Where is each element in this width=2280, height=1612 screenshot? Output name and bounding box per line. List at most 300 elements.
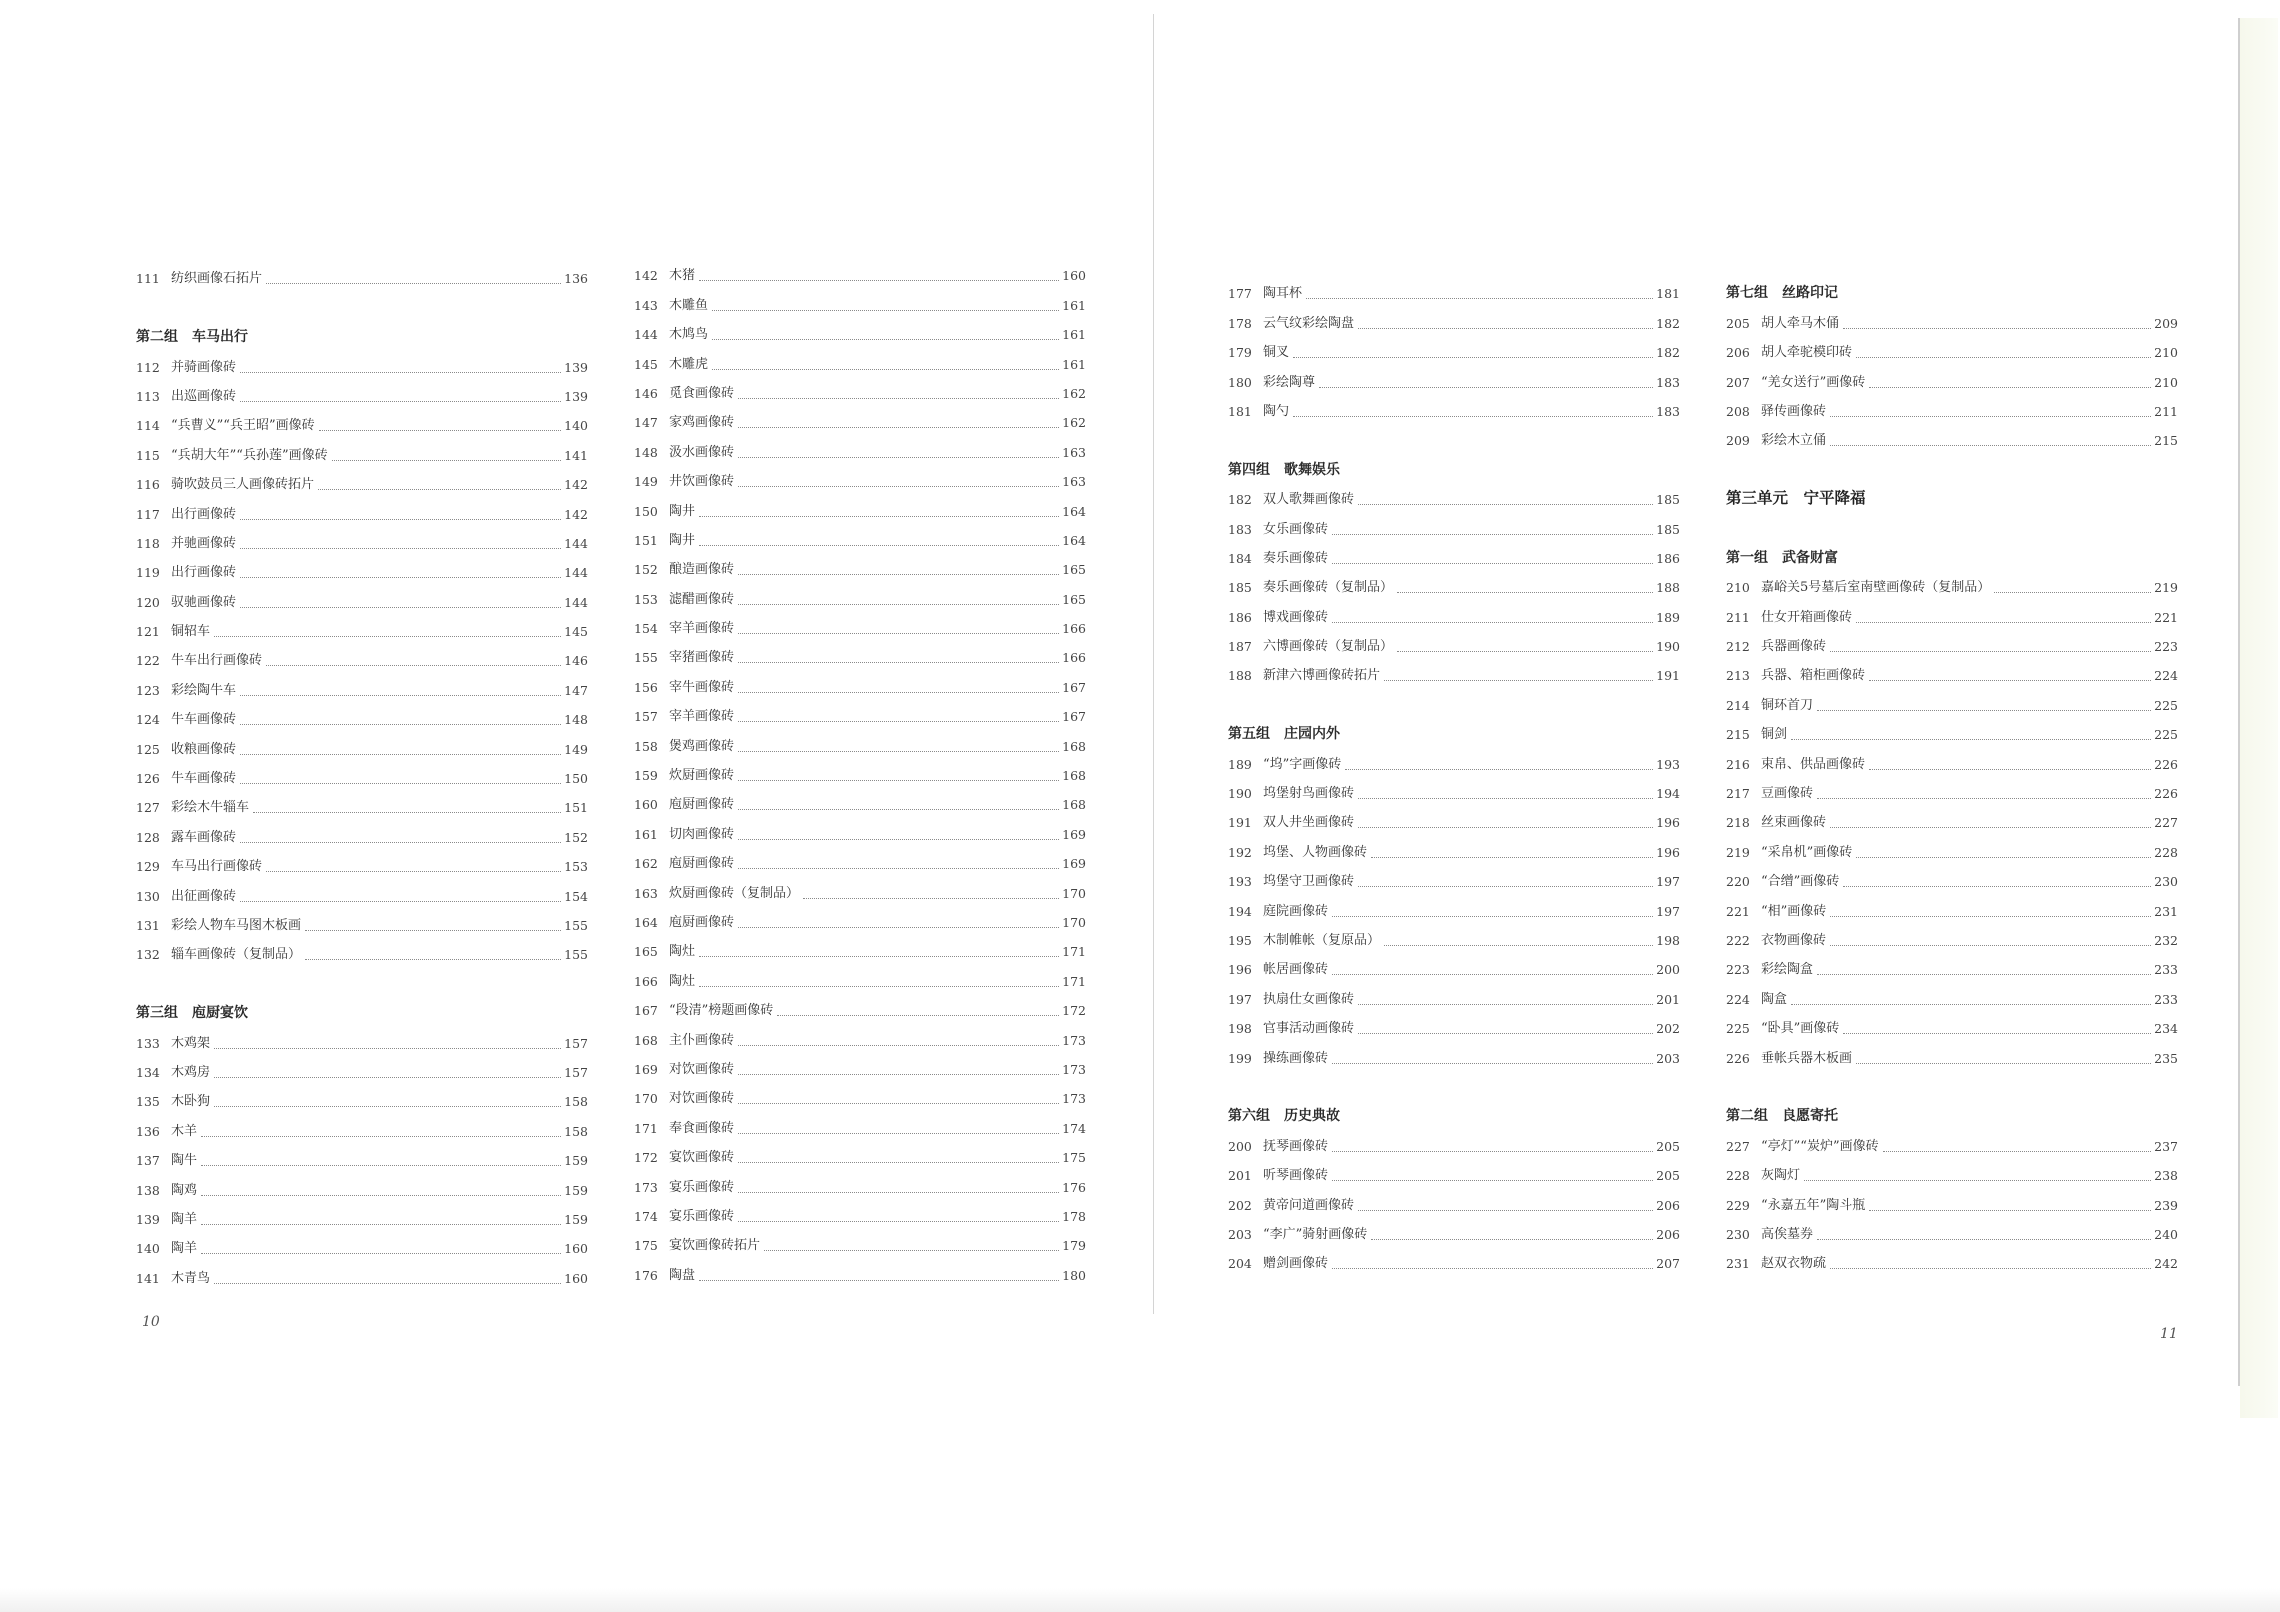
toc-entry	[136, 699, 588, 728]
toc-entry	[634, 402, 1086, 431]
entry-number: 176	[634, 1267, 658, 1283]
group-heading: 第五组 庄园内外	[1228, 726, 1340, 743]
dot-leader	[738, 927, 1059, 928]
entry-page: 197	[1656, 874, 1680, 890]
entry-number: 166	[634, 973, 658, 989]
entry-page: 206	[1656, 1226, 1680, 1242]
group-heading: 第六组 历史典故	[1228, 1108, 1340, 1125]
entry-page: 166	[1062, 650, 1086, 666]
dot-leader	[738, 1221, 1059, 1222]
toc-entry	[136, 787, 588, 816]
entry-page: 207	[1656, 1256, 1680, 1272]
dot-leader	[1332, 563, 1653, 564]
entry-page: 150	[564, 771, 588, 787]
entry-title: 铜轺车	[171, 624, 211, 640]
entry-title: 收粮画像砖	[171, 741, 237, 757]
entry-number: 185	[1228, 580, 1252, 596]
entry-number: 189	[1228, 756, 1252, 772]
entry-title: 木鸡架	[171, 1035, 211, 1051]
dot-leader	[1358, 1033, 1653, 1034]
dot-leader	[305, 959, 561, 960]
entry-title: 并驰画像砖	[171, 535, 237, 551]
toc-entry	[1228, 567, 1680, 596]
entry-page: 181	[1656, 286, 1680, 302]
entry-title: 陶勺	[1263, 403, 1290, 419]
entry-title: 豆画像砖	[1761, 786, 1814, 802]
entry-title: 宴饮画像砖	[669, 1150, 735, 1166]
entry-title: 宴饮画像砖拓片	[669, 1238, 761, 1254]
toc-entry	[634, 373, 1086, 402]
entry-number: 202	[1228, 1197, 1252, 1213]
entry-page: 233	[2154, 991, 2178, 1007]
dot-leader	[1856, 1063, 2151, 1064]
entry-number: 152	[634, 562, 658, 578]
entry-number: 211	[1726, 609, 1750, 625]
dot-leader	[1830, 827, 2151, 828]
entry-title: 彩绘陶牛车	[171, 682, 237, 698]
entry-page: 161	[1062, 356, 1086, 372]
entry-number: 222	[1726, 932, 1750, 948]
entry-title: 宴乐画像砖	[669, 1208, 735, 1224]
entry-page: 211	[2154, 403, 2178, 419]
entry-page: 225	[2154, 697, 2178, 713]
entry-page: 193	[1656, 756, 1680, 772]
dot-leader	[738, 809, 1059, 810]
toc-column	[1726, 273, 2178, 1272]
entry-title: 宰羊画像砖	[669, 709, 735, 725]
section-spacer	[136, 963, 588, 992]
toc-entry	[136, 1022, 588, 1051]
entry-number: 204	[1228, 1256, 1252, 1272]
entry-page: 200	[1656, 962, 1680, 978]
toc-entry	[634, 431, 1086, 460]
entry-title: 陶灶	[669, 973, 696, 989]
dot-leader	[1371, 857, 1653, 858]
section-spacer	[1228, 684, 1680, 713]
dot-leader	[201, 1195, 561, 1196]
entry-page: 169	[1062, 826, 1086, 842]
toc-entry	[634, 1107, 1086, 1136]
entry-title: “兵曹义”“兵王昭”画像砖	[171, 418, 315, 434]
entry-title: 牛车画像砖	[171, 712, 237, 728]
entry-title: 驿传画像砖	[1761, 403, 1827, 419]
toc-entry	[1228, 743, 1680, 772]
toc-entry	[1726, 361, 2178, 390]
entry-page: 235	[2154, 1050, 2178, 1066]
dot-leader	[1791, 1004, 2151, 1005]
dot-leader	[699, 545, 1059, 546]
entry-title: 并骑画像砖	[171, 359, 237, 375]
dot-leader	[738, 427, 1059, 428]
page-number-right: 11	[2160, 1326, 2178, 1342]
entry-title: 陶羊	[171, 1241, 198, 1257]
entry-number: 136	[136, 1123, 160, 1139]
entry-number: 132	[136, 947, 160, 963]
entry-page: 205	[1656, 1138, 1680, 1154]
entry-title: 出行画像砖	[171, 506, 237, 522]
entry-page: 168	[1062, 797, 1086, 813]
toc-entry	[634, 1166, 1086, 1195]
dot-leader	[240, 548, 561, 549]
dot-leader	[1817, 1239, 2151, 1240]
entry-number: 114	[136, 418, 160, 434]
entry-number: 167	[634, 1003, 658, 1019]
toc-entry	[1228, 802, 1680, 831]
toc-entry	[634, 520, 1086, 549]
entry-title: 奏乐画像砖	[1263, 550, 1329, 566]
toc-entry	[1726, 1214, 2178, 1243]
entry-page: 227	[2154, 815, 2178, 831]
entry-page: 161	[1062, 327, 1086, 343]
entry-title: 对饮画像砖	[669, 1091, 735, 1107]
entry-page: 206	[1656, 1197, 1680, 1213]
dot-leader	[738, 721, 1059, 722]
dot-leader	[712, 310, 1059, 311]
entry-number: 220	[1726, 874, 1750, 890]
dot-leader	[738, 1074, 1059, 1075]
entry-number: 135	[136, 1094, 160, 1110]
entry-page: 180	[1062, 1267, 1086, 1283]
section-spacer	[1726, 508, 2178, 537]
toc-entry	[136, 1228, 588, 1257]
dot-leader	[240, 519, 561, 520]
entry-number: 146	[634, 385, 658, 401]
entry-number: 187	[1228, 639, 1252, 655]
entry-number: 169	[634, 1061, 658, 1077]
entry-number: 120	[136, 594, 160, 610]
entry-title: 官事活动画像砖	[1263, 1021, 1355, 1037]
dot-leader	[712, 339, 1059, 340]
toc-entry	[136, 1169, 588, 1198]
entry-number: 124	[136, 712, 160, 728]
toc-entry	[634, 1137, 1086, 1166]
entry-title: 木鸡房	[171, 1064, 211, 1080]
dot-leader	[738, 662, 1059, 663]
toc-entry	[1228, 978, 1680, 1007]
entry-page: 226	[2154, 786, 2178, 802]
entry-title: 煲鸡画像砖	[669, 738, 735, 754]
entry-number: 182	[1228, 492, 1252, 508]
entry-title: 胡人牵马木俑	[1761, 315, 1840, 331]
entry-page: 226	[2154, 756, 2178, 772]
toc-entry	[634, 314, 1086, 343]
entry-number: 141	[136, 1270, 160, 1286]
toc-entry	[1228, 890, 1680, 919]
dot-leader	[1358, 1210, 1653, 1211]
entry-number: 194	[1228, 903, 1252, 919]
entry-page: 191	[1656, 668, 1680, 684]
dot-leader	[1843, 1033, 2151, 1034]
toc-entry	[1228, 1184, 1680, 1213]
entry-page: 167	[1062, 709, 1086, 725]
entry-page: 162	[1062, 385, 1086, 401]
dot-leader	[201, 1136, 561, 1137]
entry-title: 胡人牵驼模印砖	[1761, 345, 1853, 361]
dot-leader	[201, 1165, 561, 1166]
toc-entry	[1726, 1184, 2178, 1213]
section-spacer	[1726, 1067, 2178, 1096]
entry-number: 209	[1726, 433, 1750, 449]
entry-number: 121	[136, 624, 160, 640]
toc-entry	[1228, 361, 1680, 390]
entry-page: 185	[1656, 521, 1680, 537]
toc-entry	[1228, 861, 1680, 890]
entry-title: 辎车画像砖（复制品）	[171, 947, 302, 963]
entry-page: 157	[564, 1064, 588, 1080]
entry-title: 陶耳杯	[1263, 286, 1303, 302]
entry-title: 炊厨画像砖	[669, 768, 735, 784]
entry-number: 224	[1726, 991, 1750, 1007]
entry-title: 对饮画像砖	[669, 1061, 735, 1077]
entry-title: “段清”榜题画像砖	[669, 1003, 774, 1019]
entry-title: 陶井	[669, 532, 696, 548]
dot-leader	[1830, 945, 2151, 946]
toc-entry	[1726, 1008, 2178, 1037]
dot-leader	[738, 839, 1059, 840]
dot-leader	[1817, 710, 2151, 711]
entry-title: 博戏画像砖	[1263, 609, 1329, 625]
entry-title: 木雕虎	[669, 356, 709, 372]
toc-entry	[1726, 391, 2178, 420]
section-spacer	[1228, 1067, 1680, 1096]
entry-page: 224	[2154, 668, 2178, 684]
entry-page: 153	[564, 859, 588, 875]
dot-leader	[738, 1103, 1059, 1104]
entry-number: 181	[1228, 403, 1252, 419]
dot-leader	[1358, 827, 1653, 828]
entry-title: 坞堡、人物画像砖	[1263, 844, 1368, 860]
entry-page: 158	[564, 1094, 588, 1110]
toc-entry	[634, 1225, 1086, 1254]
entry-number: 161	[634, 826, 658, 842]
dot-leader	[1384, 945, 1653, 946]
entry-page: 189	[1656, 609, 1680, 625]
entry-number: 200	[1228, 1138, 1252, 1154]
toc-entry	[1726, 1243, 2178, 1272]
entry-page: 160	[564, 1270, 588, 1286]
dot-leader	[240, 577, 561, 578]
entry-page: 230	[2154, 874, 2178, 890]
entry-number: 206	[1726, 345, 1750, 361]
toc-entry	[136, 905, 588, 934]
entry-number: 193	[1228, 874, 1252, 890]
entry-title: 木雕鱼	[669, 297, 709, 313]
entry-number: 145	[634, 356, 658, 372]
toc-entry	[1726, 802, 2178, 831]
toc-entry	[1228, 508, 1680, 537]
entry-number: 142	[634, 268, 658, 284]
toc-entry	[1726, 978, 2178, 1007]
entry-number: 122	[136, 653, 160, 669]
dot-leader	[1384, 680, 1653, 681]
toc-entry	[634, 343, 1086, 372]
entry-page: 136	[564, 271, 588, 287]
dot-leader	[738, 868, 1059, 869]
entry-title: 庭院画像砖	[1263, 903, 1329, 919]
dot-leader	[777, 1015, 1059, 1016]
dot-leader	[803, 898, 1059, 899]
entry-page: 197	[1656, 903, 1680, 919]
entry-page: 164	[1062, 503, 1086, 519]
entry-page: 170	[1062, 914, 1086, 930]
entry-title: “李广”骑射画像砖	[1263, 1226, 1368, 1242]
entry-number: 118	[136, 535, 160, 551]
entry-number: 221	[1726, 903, 1750, 919]
entry-page: 142	[564, 477, 588, 493]
dot-leader	[1358, 504, 1653, 505]
entry-page: 209	[2154, 315, 2178, 331]
toc-entry	[136, 434, 588, 463]
dot-leader	[738, 692, 1059, 693]
entry-page: 168	[1062, 768, 1086, 784]
toc-entry	[1228, 596, 1680, 625]
entry-number: 160	[634, 797, 658, 813]
entry-title: 主仆画像砖	[669, 1032, 735, 1048]
entry-number: 205	[1726, 315, 1750, 331]
dot-leader	[1830, 916, 2151, 917]
dot-leader	[1358, 886, 1653, 887]
dot-leader	[738, 486, 1059, 487]
entry-number: 139	[136, 1211, 160, 1227]
dot-leader	[240, 372, 561, 373]
toc-entry	[1228, 1008, 1680, 1037]
entry-number: 133	[136, 1035, 160, 1051]
toc-entry	[634, 813, 1086, 842]
entry-number: 116	[136, 477, 160, 493]
entry-number: 156	[634, 679, 658, 695]
entry-page: 144	[564, 565, 588, 581]
toc-entry	[136, 1199, 588, 1228]
toc-entry	[634, 902, 1086, 931]
dot-leader	[1830, 416, 2151, 417]
entry-number: 151	[634, 532, 658, 548]
dot-leader	[1358, 1004, 1653, 1005]
entry-title: 铜剑	[1761, 727, 1788, 743]
entry-title: 仕女开箱画像砖	[1761, 609, 1853, 625]
dot-leader	[1332, 916, 1653, 917]
entry-page: 221	[2154, 609, 2178, 625]
entry-number: 155	[634, 650, 658, 666]
entry-number: 213	[1726, 668, 1750, 684]
dot-leader	[1332, 1151, 1653, 1152]
toc-entry	[1228, 273, 1680, 302]
group-heading: 第四组 歌舞娱乐	[1228, 461, 1340, 478]
entry-number: 228	[1726, 1168, 1750, 1184]
entry-page: 182	[1656, 315, 1680, 331]
entry-number: 140	[136, 1241, 160, 1257]
entry-page: 159	[564, 1153, 588, 1169]
entry-number: 128	[136, 829, 160, 845]
dot-leader	[1869, 387, 2151, 388]
entry-page: 183	[1656, 374, 1680, 390]
entry-page: 166	[1062, 621, 1086, 637]
entry-title: “相”画像砖	[1761, 903, 1827, 919]
entry-page: 149	[564, 741, 588, 757]
entry-title: “采帛机”画像砖	[1761, 844, 1853, 860]
toc-entry	[136, 875, 588, 904]
entry-title: 木制帷帐（复原品）	[1263, 932, 1381, 948]
entry-title: 彩绘木牛辎车	[171, 800, 250, 816]
toc-entry	[136, 376, 588, 405]
entry-number: 134	[136, 1064, 160, 1080]
toc-entry	[1726, 596, 2178, 625]
entry-title: 庖厨画像砖	[669, 914, 735, 930]
dot-leader	[1397, 592, 1653, 593]
entry-title: 宰猪画像砖	[669, 650, 735, 666]
dot-leader	[1856, 357, 2151, 358]
entry-title: 出征画像砖	[171, 888, 237, 904]
entry-page: 159	[564, 1182, 588, 1198]
entry-page: 210	[2154, 345, 2178, 361]
entry-number: 214	[1726, 697, 1750, 713]
entry-number: 212	[1726, 639, 1750, 655]
entry-title: 赵双衣物疏	[1761, 1256, 1827, 1272]
dot-leader	[214, 636, 561, 637]
dot-leader	[319, 430, 562, 431]
dot-leader	[738, 457, 1059, 458]
entry-title: 陶盒	[1761, 991, 1788, 1007]
entry-page: 146	[564, 653, 588, 669]
entry-title: 衣物画像砖	[1761, 932, 1827, 948]
entry-title: 庖厨画像砖	[669, 856, 735, 872]
toc-entry	[634, 990, 1086, 1019]
entry-number: 178	[1228, 315, 1252, 331]
entry-number: 216	[1726, 756, 1750, 772]
group-heading: 第七组 丝路印记	[1726, 285, 1838, 302]
entry-title: 汲水画像砖	[669, 444, 735, 460]
entry-page: 151	[564, 800, 588, 816]
entry-title: 彩绘人物车马图木板画	[171, 917, 302, 933]
toc-entry	[136, 1110, 588, 1139]
toc-entry	[1726, 861, 2178, 890]
entry-title: “永嘉五年”陶斗瓶	[1761, 1197, 1866, 1213]
entry-number: 191	[1228, 815, 1252, 831]
entry-title: 宰牛画像砖	[669, 679, 735, 695]
entry-number: 210	[1726, 580, 1750, 596]
toc-entry	[1726, 773, 2178, 802]
entry-title: 高俟墓券	[1761, 1226, 1814, 1242]
dot-leader	[318, 489, 561, 490]
entry-page: 223	[2154, 639, 2178, 655]
entry-page: 188	[1656, 580, 1680, 596]
entry-page: 144	[564, 535, 588, 551]
entry-title: 牛车画像砖	[171, 771, 237, 787]
dot-leader	[738, 574, 1059, 575]
entry-number: 227	[1726, 1138, 1750, 1154]
entry-title: 听琴画像砖	[1263, 1168, 1329, 1184]
dot-leader	[240, 724, 561, 725]
entry-number: 119	[136, 565, 160, 581]
dot-leader	[1332, 534, 1653, 535]
entry-title: 抚琴画像砖	[1263, 1138, 1329, 1154]
entry-number: 195	[1228, 932, 1252, 948]
toc-entry	[136, 640, 588, 669]
dot-leader	[1804, 1180, 2151, 1181]
page-number-left: 10	[142, 1314, 160, 1330]
toc-entry	[136, 1257, 588, 1286]
entry-page: 182	[1656, 345, 1680, 361]
toc-entry	[634, 255, 1086, 284]
dot-leader	[1332, 1063, 1653, 1064]
entry-page: 159	[564, 1211, 588, 1227]
entry-page: 147	[564, 682, 588, 698]
entry-number: 225	[1726, 1021, 1750, 1037]
entry-page: 173	[1062, 1091, 1086, 1107]
entry-number: 162	[634, 856, 658, 872]
entry-number: 147	[634, 415, 658, 431]
section-spacer	[136, 287, 588, 316]
entry-page: 232	[2154, 932, 2178, 948]
